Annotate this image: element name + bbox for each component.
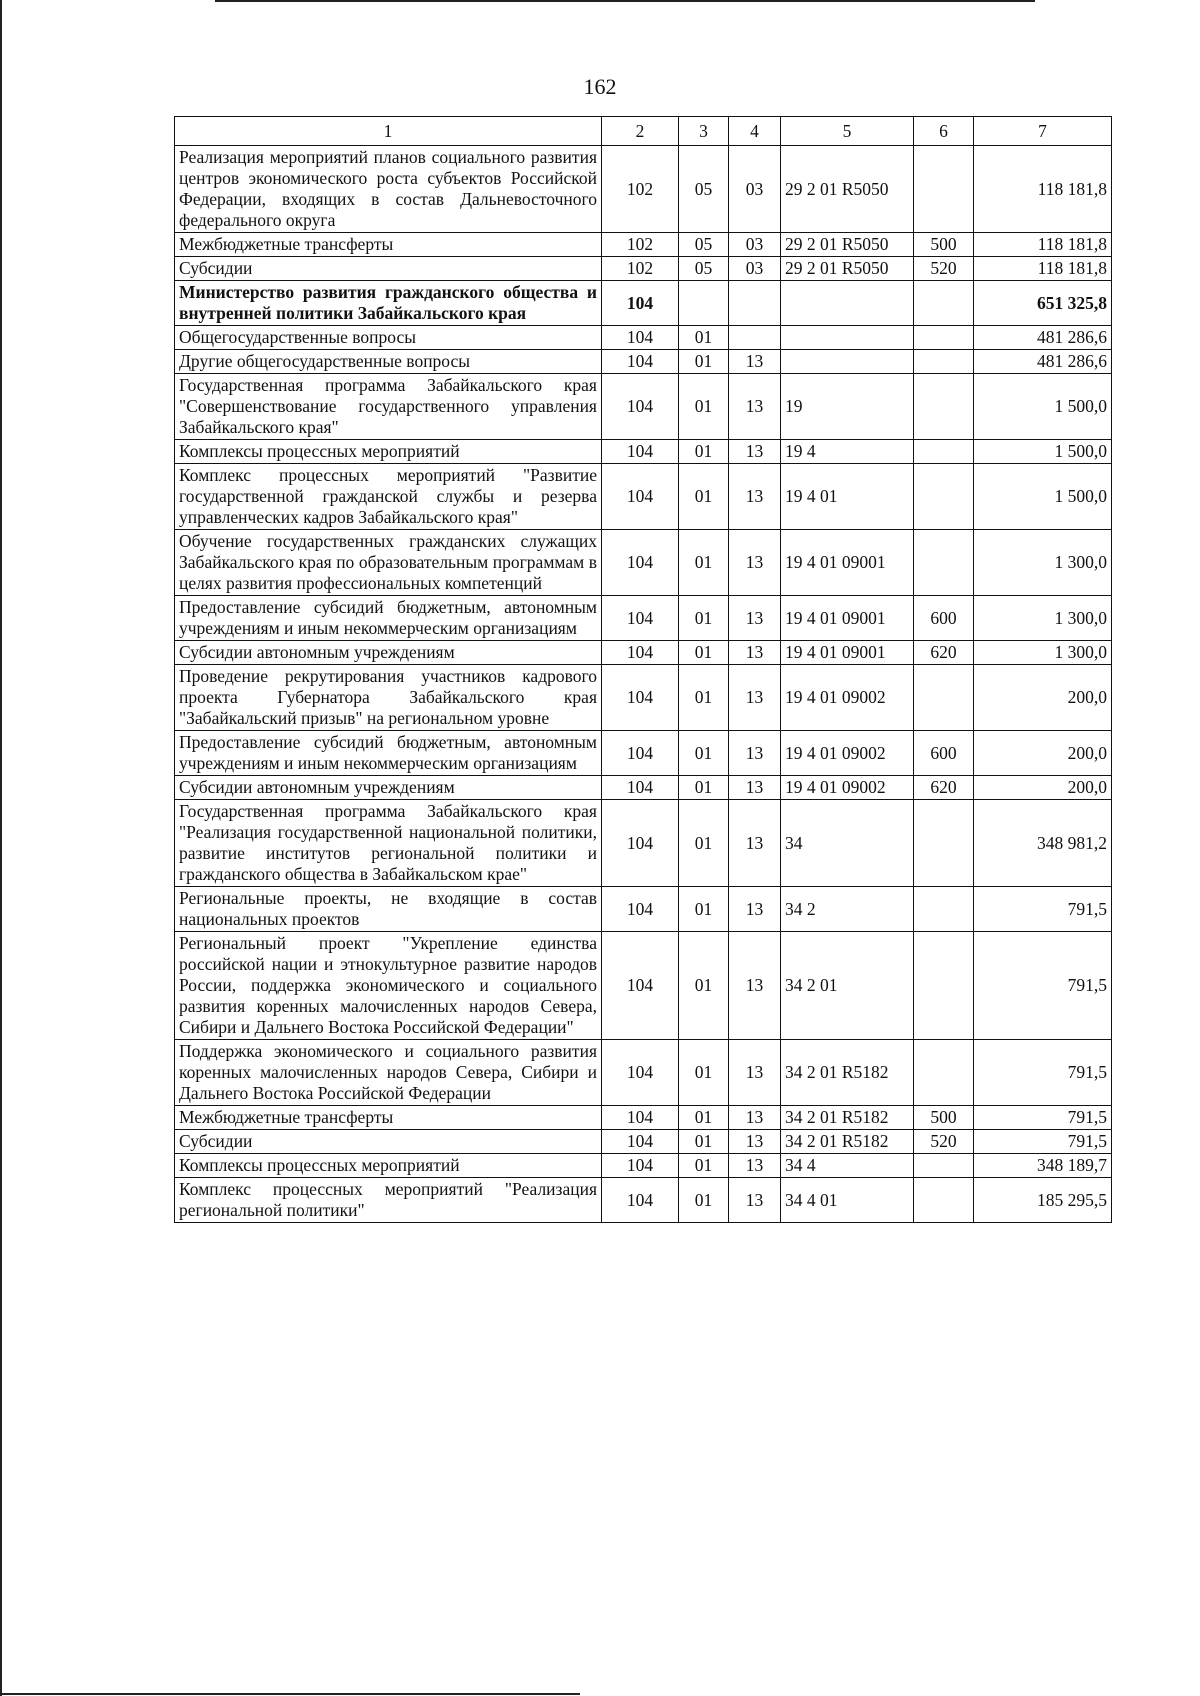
table-row xyxy=(175,1106,1112,1130)
row-name-cell: Реализация мероприятий планов социального развития центров экономического роста субъектов Российской Федерации, входящих в состав Дальневосточного федерального округа xyxy=(175,146,602,233)
row-code-2-cell: 104 xyxy=(602,1178,679,1223)
row-subsection-cell: 13 xyxy=(729,1040,781,1106)
row-amount-cell: 348 981,2 xyxy=(974,800,1112,887)
row-subsection-cell: 03 xyxy=(729,233,781,257)
row-expense-type-cell xyxy=(914,800,974,887)
row-subsection-cell: 13 xyxy=(729,800,781,887)
row-expense-type-cell xyxy=(914,887,974,932)
page-number: 162 xyxy=(583,74,617,99)
column-header: 7 xyxy=(974,117,1112,146)
row-code-2-cell: 104 xyxy=(602,326,679,350)
row-subsection-cell: 03 xyxy=(729,146,781,233)
row-name-cell: Общегосударственные вопросы xyxy=(175,326,602,350)
row-name-cell: Предоставление субсидий бюджетным, автономным учреждениям и иным некоммерческим организациям xyxy=(175,731,602,776)
row-section-cell: 01 xyxy=(679,1130,729,1154)
row-section-cell: 01 xyxy=(679,731,729,776)
row-name-cell: Межбюджетные трансферты xyxy=(175,1106,602,1130)
row-amount-cell: 791,5 xyxy=(974,887,1112,932)
row-expense-type-cell: 500 xyxy=(914,1106,974,1130)
row-code-2-cell: 104 xyxy=(602,731,679,776)
table-row xyxy=(175,1130,1112,1154)
row-target-article-cell: 34 2 xyxy=(781,887,914,932)
row-subsection-cell xyxy=(729,281,781,326)
row-code-2-cell: 102 xyxy=(602,257,679,281)
scan-edge-left xyxy=(0,0,2,1696)
row-expense-type-cell xyxy=(914,1154,974,1178)
row-section-cell xyxy=(679,281,729,326)
table-row xyxy=(175,1154,1112,1178)
row-name-cell: Поддержка экономического и социального развития коренных малочисленных народов Севера, Сибири и Дальнего Востока Российской Федерации xyxy=(175,1040,602,1106)
table-row xyxy=(175,776,1112,800)
row-expense-type-cell xyxy=(914,350,974,374)
row-subsection-cell: 13 xyxy=(729,1130,781,1154)
table-row xyxy=(175,257,1112,281)
row-subsection-cell: 13 xyxy=(729,350,781,374)
table-row xyxy=(175,932,1112,1040)
row-target-article-cell: 19 xyxy=(781,374,914,440)
table-row xyxy=(175,530,1112,596)
row-expense-type-cell xyxy=(914,146,974,233)
row-code-2-cell: 104 xyxy=(602,776,679,800)
row-name-cell: Проведение рекрутирования участников кадрового проекта Губернатора Забайкальского края "Забайкальский призыв" на региональном уровне xyxy=(175,665,602,731)
row-code-2-cell: 104 xyxy=(602,641,679,665)
row-target-article-cell: 29 2 01 R5050 xyxy=(781,257,914,281)
row-name-cell: Обучение государственных гражданских служащих Забайкальского края по образовательным программам в целях развития профессиональных компетенций xyxy=(175,530,602,596)
row-code-2-cell: 104 xyxy=(602,1040,679,1106)
row-section-cell: 01 xyxy=(679,776,729,800)
column-header: 4 xyxy=(729,117,781,146)
row-amount-cell: 200,0 xyxy=(974,776,1112,800)
row-code-2-cell: 104 xyxy=(602,350,679,374)
row-code-2-cell: 104 xyxy=(602,374,679,440)
table-row xyxy=(175,326,1112,350)
row-target-article-cell: 19 4 01 09001 xyxy=(781,596,914,641)
row-subsection-cell: 13 xyxy=(729,440,781,464)
table-row xyxy=(175,887,1112,932)
row-section-cell: 01 xyxy=(679,1178,729,1223)
row-code-2-cell: 104 xyxy=(602,1154,679,1178)
row-amount-cell: 1 500,0 xyxy=(974,440,1112,464)
row-target-article-cell: 19 4 01 09002 xyxy=(781,776,914,800)
row-name-cell: Комплексы процессных мероприятий xyxy=(175,1154,602,1178)
row-expense-type-cell xyxy=(914,326,974,350)
row-section-cell: 05 xyxy=(679,146,729,233)
row-section-cell: 01 xyxy=(679,665,729,731)
row-name-cell: Комплекс процессных мероприятий "Развитие государственной гражданской службы и резерва управленческих кадров Забайкальского края" xyxy=(175,464,602,530)
row-code-2-cell: 104 xyxy=(602,887,679,932)
row-subsection-cell: 03 xyxy=(729,257,781,281)
table-row xyxy=(175,233,1112,257)
row-section-cell: 01 xyxy=(679,800,729,887)
row-code-2-cell: 104 xyxy=(602,665,679,731)
row-amount-cell: 651 325,8 xyxy=(974,281,1112,326)
row-code-2-cell: 104 xyxy=(602,530,679,596)
row-section-cell: 01 xyxy=(679,596,729,641)
row-expense-type-cell xyxy=(914,440,974,464)
row-target-article-cell: 29 2 01 R5050 xyxy=(781,233,914,257)
row-target-article-cell: 34 2 01 R5182 xyxy=(781,1040,914,1106)
row-code-2-cell: 104 xyxy=(602,932,679,1040)
row-amount-cell: 791,5 xyxy=(974,932,1112,1040)
row-subsection-cell: 13 xyxy=(729,776,781,800)
row-subsection-cell: 13 xyxy=(729,665,781,731)
row-amount-cell: 481 286,6 xyxy=(974,326,1112,350)
row-name-cell: Комплекс процессных мероприятий "Реализация региональной политики" xyxy=(175,1178,602,1223)
table-row xyxy=(175,350,1112,374)
row-code-2-cell: 102 xyxy=(602,233,679,257)
row-subsection-cell: 13 xyxy=(729,887,781,932)
row-name-cell: Комплексы процессных мероприятий xyxy=(175,440,602,464)
row-section-cell: 01 xyxy=(679,1154,729,1178)
row-name-cell: Другие общегосударственные вопросы xyxy=(175,350,602,374)
row-code-2-cell: 104 xyxy=(602,440,679,464)
table-row xyxy=(175,146,1112,233)
row-name-cell: Государственная программа Забайкальского края "Реализация государственной национальной политики, развитие институтов региональной политики и гражданского общества в Забайкальском крае" xyxy=(175,800,602,887)
row-section-cell: 01 xyxy=(679,530,729,596)
row-expense-type-cell xyxy=(914,281,974,326)
row-name-cell: Субсидии xyxy=(175,257,602,281)
row-expense-type-cell: 600 xyxy=(914,596,974,641)
row-subsection-cell: 13 xyxy=(729,1178,781,1223)
row-target-article-cell xyxy=(781,281,914,326)
row-target-article-cell: 19 4 01 09002 xyxy=(781,731,914,776)
table-row xyxy=(175,374,1112,440)
row-code-2-cell: 102 xyxy=(602,146,679,233)
row-amount-cell: 1 300,0 xyxy=(974,596,1112,641)
row-target-article-cell: 19 4 01 09001 xyxy=(781,641,914,665)
row-target-article-cell: 19 4 01 xyxy=(781,464,914,530)
row-name-cell: Субсидии автономным учреждениям xyxy=(175,776,602,800)
row-section-cell: 01 xyxy=(679,326,729,350)
row-amount-cell: 185 295,5 xyxy=(974,1178,1112,1223)
column-header: 3 xyxy=(679,117,729,146)
column-header: 1 xyxy=(175,117,602,146)
row-name-cell: Государственная программа Забайкальского края "Совершенствование государственного управления Забайкальского края" xyxy=(175,374,602,440)
row-code-2-cell: 104 xyxy=(602,1106,679,1130)
row-name-cell: Субсидии xyxy=(175,1130,602,1154)
row-code-2-cell: 104 xyxy=(602,596,679,641)
row-amount-cell: 791,5 xyxy=(974,1130,1112,1154)
row-amount-cell: 791,5 xyxy=(974,1106,1112,1130)
column-header: 6 xyxy=(914,117,974,146)
table-row xyxy=(175,1178,1112,1223)
row-target-article-cell xyxy=(781,350,914,374)
row-code-2-cell: 104 xyxy=(602,1130,679,1154)
row-amount-cell: 118 181,8 xyxy=(974,233,1112,257)
row-target-article-cell: 34 4 xyxy=(781,1154,914,1178)
row-code-2-cell: 104 xyxy=(602,464,679,530)
table-row xyxy=(175,665,1112,731)
row-amount-cell: 1 500,0 xyxy=(974,374,1112,440)
row-target-article-cell: 34 2 01 R5182 xyxy=(781,1106,914,1130)
row-subsection-cell xyxy=(729,326,781,350)
scan-edge-top xyxy=(215,0,1035,2)
column-header: 2 xyxy=(602,117,679,146)
row-target-article-cell: 34 2 01 R5182 xyxy=(781,1130,914,1154)
row-section-cell: 01 xyxy=(679,464,729,530)
table-row xyxy=(175,1040,1112,1106)
row-amount-cell: 200,0 xyxy=(974,731,1112,776)
row-target-article-cell: 19 4 xyxy=(781,440,914,464)
column-header: 5 xyxy=(781,117,914,146)
table-row xyxy=(175,731,1112,776)
row-subsection-cell: 13 xyxy=(729,641,781,665)
row-expense-type-cell xyxy=(914,1040,974,1106)
row-amount-cell: 791,5 xyxy=(974,1040,1112,1106)
row-subsection-cell: 13 xyxy=(729,1106,781,1130)
row-expense-type-cell xyxy=(914,530,974,596)
table-row xyxy=(175,596,1112,641)
row-expense-type-cell: 520 xyxy=(914,257,974,281)
row-expense-type-cell: 500 xyxy=(914,233,974,257)
row-amount-cell: 481 286,6 xyxy=(974,350,1112,374)
row-subsection-cell: 13 xyxy=(729,1154,781,1178)
row-amount-cell: 200,0 xyxy=(974,665,1112,731)
row-name-cell: Межбюджетные трансферты xyxy=(175,233,602,257)
table-row xyxy=(175,440,1112,464)
row-name-cell: Региональные проекты, не входящие в состав национальных проектов xyxy=(175,887,602,932)
table-row xyxy=(175,464,1112,530)
row-section-cell: 05 xyxy=(679,257,729,281)
scan-edge-bottom xyxy=(0,1693,580,1695)
row-expense-type-cell: 620 xyxy=(914,641,974,665)
row-amount-cell: 348 189,7 xyxy=(974,1154,1112,1178)
row-target-article-cell: 34 4 01 xyxy=(781,1178,914,1223)
row-section-cell: 01 xyxy=(679,374,729,440)
table-row xyxy=(175,800,1112,887)
table-header-row xyxy=(175,117,1112,146)
row-expense-type-cell xyxy=(914,665,974,731)
row-amount-cell: 1 300,0 xyxy=(974,641,1112,665)
budget-table xyxy=(174,116,1112,1223)
row-target-article-cell xyxy=(781,326,914,350)
row-section-cell: 05 xyxy=(679,233,729,257)
row-code-2-cell: 104 xyxy=(602,281,679,326)
row-section-cell: 01 xyxy=(679,887,729,932)
row-expense-type-cell: 600 xyxy=(914,731,974,776)
row-section-cell: 01 xyxy=(679,350,729,374)
row-subsection-cell: 13 xyxy=(729,596,781,641)
row-name-cell: Министерство развития гражданского общества и внутренней политики Забайкальского края xyxy=(175,281,602,326)
row-expense-type-cell xyxy=(914,464,974,530)
row-amount-cell: 1 300,0 xyxy=(974,530,1112,596)
row-expense-type-cell xyxy=(914,932,974,1040)
row-section-cell: 01 xyxy=(679,932,729,1040)
row-expense-type-cell xyxy=(914,374,974,440)
row-target-article-cell: 34 2 01 xyxy=(781,932,914,1040)
table-row xyxy=(175,281,1112,326)
row-section-cell: 01 xyxy=(679,641,729,665)
row-name-cell: Предоставление субсидий бюджетным, автономным учреждениям и иным некоммерческим организациям xyxy=(175,596,602,641)
row-target-article-cell: 29 2 01 R5050 xyxy=(781,146,914,233)
row-amount-cell: 118 181,8 xyxy=(974,257,1112,281)
table-row xyxy=(175,641,1112,665)
row-amount-cell: 1 500,0 xyxy=(974,464,1112,530)
row-target-article-cell: 19 4 01 09001 xyxy=(781,530,914,596)
row-subsection-cell: 13 xyxy=(729,530,781,596)
row-code-2-cell: 104 xyxy=(602,800,679,887)
row-expense-type-cell xyxy=(914,1178,974,1223)
row-subsection-cell: 13 xyxy=(729,374,781,440)
row-name-cell: Субсидии автономным учреждениям xyxy=(175,641,602,665)
row-amount-cell: 118 181,8 xyxy=(974,146,1112,233)
row-name-cell: Региональный проект "Укрепление единства российской нации и этнокультурное развитие народов России, поддержка экономического и социального развития коренных малочисленных народов Севера, Сибири и Дальнего Востока Российской Федерации" xyxy=(175,932,602,1040)
row-subsection-cell: 13 xyxy=(729,932,781,1040)
row-target-article-cell: 34 xyxy=(781,800,914,887)
row-section-cell: 01 xyxy=(679,1106,729,1130)
row-section-cell: 01 xyxy=(679,1040,729,1106)
row-subsection-cell: 13 xyxy=(729,731,781,776)
row-subsection-cell: 13 xyxy=(729,464,781,530)
row-expense-type-cell: 520 xyxy=(914,1130,974,1154)
row-expense-type-cell: 620 xyxy=(914,776,974,800)
row-target-article-cell: 19 4 01 09002 xyxy=(781,665,914,731)
row-section-cell: 01 xyxy=(679,440,729,464)
